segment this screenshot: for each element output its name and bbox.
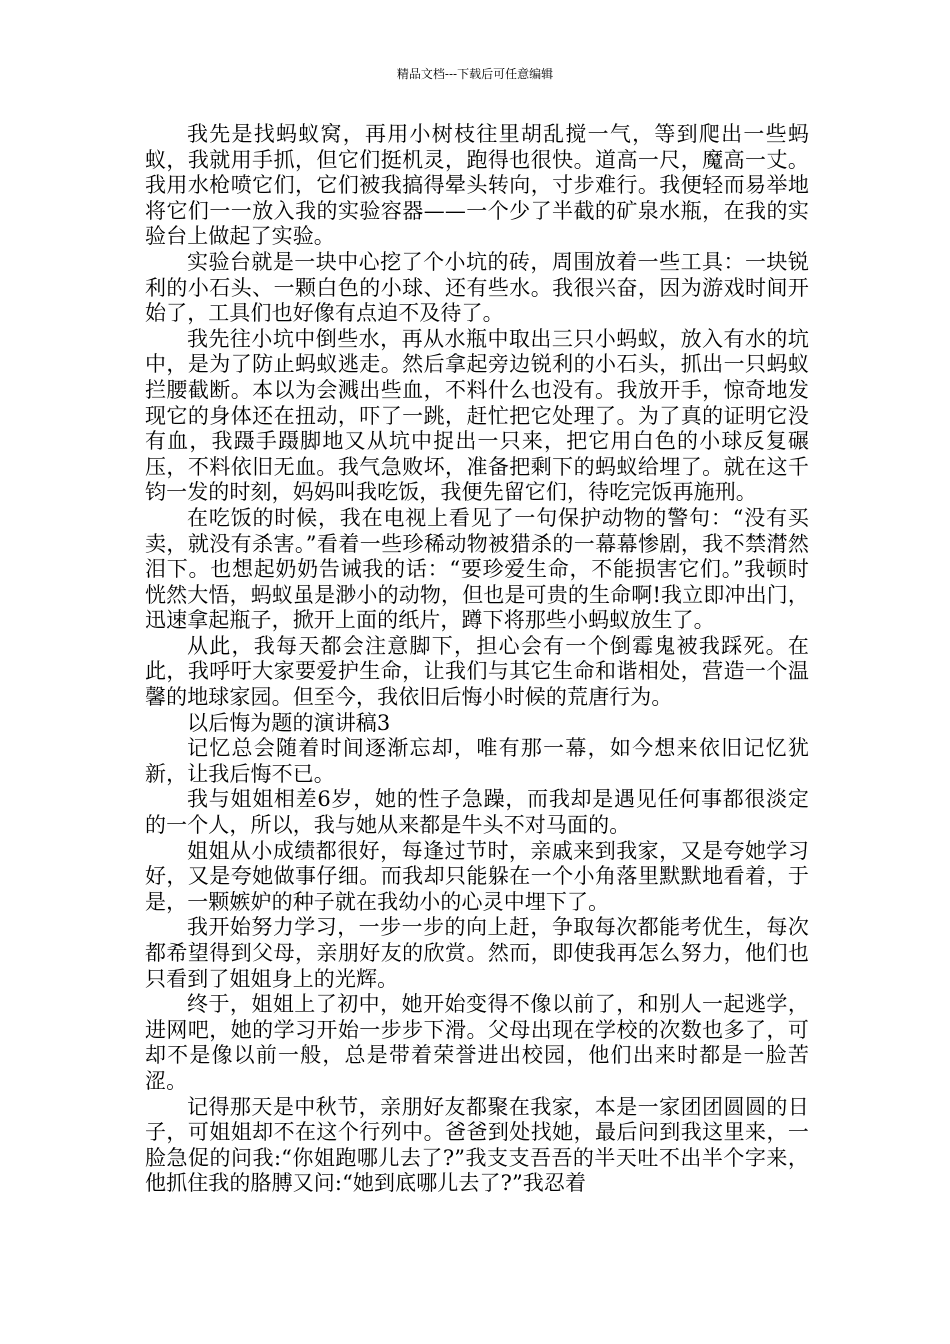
- document-body: [145, 122, 809, 1197]
- paragraph: 我与姐姐相差6岁，她的性子急躁，而我却是遇见任何事都很淡定的一个人，所以，我与她从来都是牛头不对马面的。: [145, 787, 809, 838]
- paragraph: 我开始努力学习，一步一步的向上赶，争取每次都能考优生，每次都希望得到父母，亲朋好友的欣赏。然而，即使我再怎么努力，他们也只看到了姐姐身上的光辉。: [145, 915, 809, 991]
- page-header: 精品文档---下载后可任意编辑: [396, 67, 554, 81]
- paragraph: 记忆总会随着时间逐渐忘却，唯有那一幕，如今想来依旧记忆犹新，让我后悔不已。: [145, 736, 809, 786]
- paragraph: 实验台就是一块中心挖了个小坑的砖，周围放着一些工具：一块锐利的小石头、一颗白色的小球、还有些水。我很兴奋，因为游戏时间开始了，工具们也好像有点迫不及待了。: [145, 249, 809, 326]
- paragraph: 记得那天是中秋节，亲朋好友都聚在我家，本是一家团团圆圆的日子，可姐姐却不在这个行列中。爸爸到处找她，最后问到我这里来，一脸急促的问我:“你姐跑哪儿去了?”我支支吾吾的半天吐不出半个字来，他抓住我的胳膊又问:“她到底哪儿去了?”我忍着: [145, 1094, 809, 1196]
- paragraph: 姐姐从小成绩都很好，每逢过节时，亲戚来到我家，又是夸她学习好，又是夸她做事仔细。而我却只能躲在一个小角落里默默地看着，于是，一颗嫉妒的种子就在我幼小的心灵中埋下了。: [145, 838, 809, 914]
- paragraph: 我先往小坑中倒些水，再从水瓶中取出三只小蚂蚁，放入有水的坑中，是为了防止蚂蚁逃走。然后拿起旁边锐利的小石头，抓出一只蚂蚁拦腰截断。本以为会溅出些血，不料什么也没有。我放开手，惊奇地发现它的身体还在扭动，吓了一跳，赶忙把它处理了。为了真的证明它没有血，我蹑手蹑脚地又从坑中捉出一只来，把它用白色的小球反复碾压，不料依旧无血。我气急败坏，准备把剩下的蚂蚁给埋了。就在这千钧一发的时刻，妈妈叫我吃饭，我便先留它们，待吃完饭再施刑。: [145, 326, 809, 505]
- section-title: 以后悔为题的演讲稿3: [187, 710, 391, 735]
- paragraph: 在吃饭的时候，我在电视上看见了一句保护动物的警句：“没有买卖，就没有杀害。”看着一些珍稀动物被猎杀的一幕幕惨剧，我不禁潸然泪下。也想起奶奶告诫我的话：“要珍爱生命，不能损害它们。”我顿时恍然大悟，蚂蚁虽是渺小的动物，但也是可贵的生命啊!我立即冲出门，迅速拿起瓶子，掀开上面的纸片，蹲下将那些小蚂蚁放生了。: [145, 505, 809, 633]
- paragraph: 终于，姐姐上了初中，她开始变得不像以前了，和别人一起逃学，进网吧，她的学习开始一步步下滑。父母出现在学校的次数也多了，可却不是像以前一般，总是带着荣誉进出校园，他们出来时都是一脸苦涩。: [145, 992, 809, 1093]
- paragraph: 我先是找蚂蚁窝，再用小树枝往里胡乱搅一气，等到爬出一些蚂蚁，我就用手抓，但它们挺机灵，跑得也很快。道高一尺，魔高一丈。我用水枪喷它们，它们被我搞得晕头转向，寸步难行。我便轻而易举地将它们一一放入我的实验容器——一个少了半截的矿泉水瓶，在我的实验台上做起了实验。: [145, 122, 809, 249]
- paragraph: 从此，我每天都会注意脚下，担心会有一个倒霉鬼被我踩死。在此，我呼吁大家要爱护生命，让我们与其它生命和谐相处，营造一个温馨的地球家园。但至今，我依旧后悔小时候的荒唐行为。: [145, 633, 809, 710]
